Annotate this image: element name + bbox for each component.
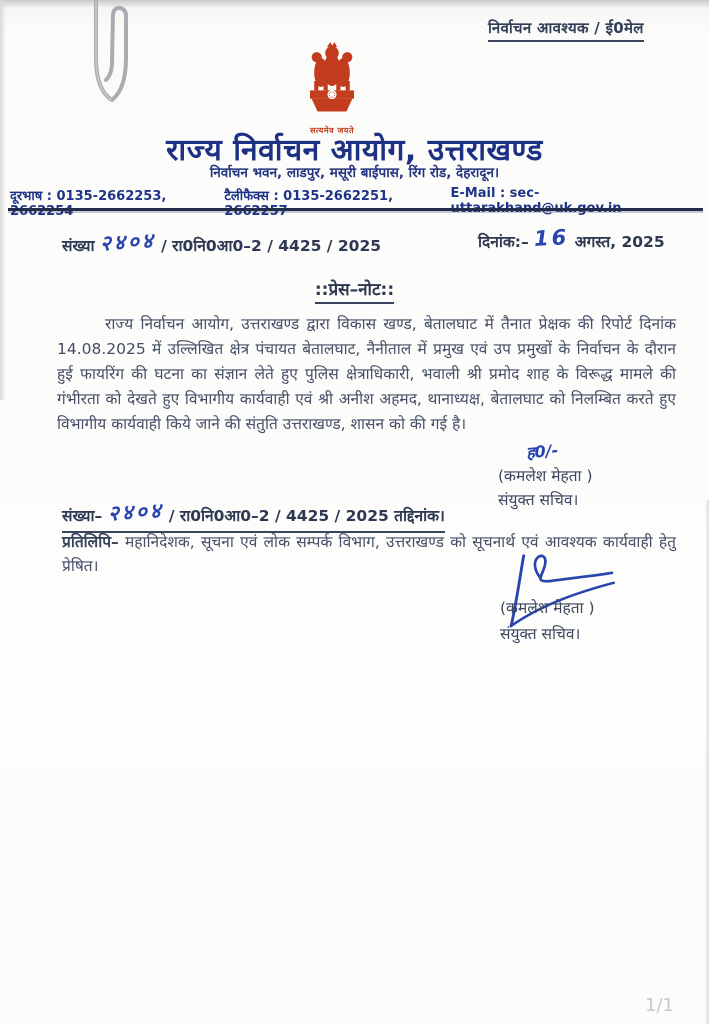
emblem-motto: सत्यमेव जयते (309, 126, 355, 135)
national-emblem (297, 42, 367, 136)
date-day-handwritten: 16 (533, 225, 570, 251)
paperclip-icon (72, 0, 144, 112)
contact-bar (10, 186, 699, 219)
copy-ref-label: संख्या– (62, 507, 103, 525)
delivery-mode-note: निर्वाचन आवश्यक / ई0मेल (488, 18, 644, 42)
signature-block-2 (500, 592, 660, 644)
copy-label: प्रतिलिपि– (62, 533, 119, 551)
signature-block-1 (498, 440, 648, 510)
signatory-designation: संयुक्त सचिव। (500, 625, 581, 643)
header-divider (8, 208, 703, 211)
page-indicator: 1/1 (645, 995, 674, 1016)
scan-edge-shadow (705, 500, 709, 1024)
signed-mark: ह0/- (525, 440, 559, 463)
date-rest: अगस्त, 2025 (574, 233, 665, 251)
phone-number: दूरभाष : 0135-2662253, 2662254 (10, 189, 167, 219)
press-note-body: राज्य निर्वाचन आयोग, उत्तराखण्ड द्वारा विकास खण्ड, बेतालघाट में तैनात प्रेक्षक की रिपोर्ट दिनांक 14.08.2025 में उल्लिखित क्षेत्र पंचायत बेतालघाट, नैनीताल में प्रमुख एवं उप प्रमुखों के निर्वाचन के दौरान हुई फायरिंग की घटना का संज्ञान लेते हुए पुलिस क्षेत्राधिकारी, भवाली श्री प्रमोद शाह के विरूद्ध मामले की गंभीरता को देखते हुए विभागीय कार्यवाही एवं श्री अनीश अहमद, थानाध्यक्ष, बेतालघाट को निलम्बित करते हुए विभागीय कार्यवाही किये जाने की संतुति उत्तराखण्ड, शासन को की गई है। (57, 315, 676, 433)
email-address: E-Mail : sec-uttarakhand@uk.gov.in (450, 186, 622, 216)
press-note-heading: ::प्रेस–नोट:: (0, 277, 709, 300)
copy-reference-line (62, 500, 445, 533)
copy-ref-handwritten: २४०४ (107, 498, 164, 526)
signatory-designation: संयुक्त सचिव। (498, 491, 579, 509)
telefax-number: टैलीफैक्स : 0135-2662251, 2662257 (224, 189, 394, 219)
organization-address: निर्वाचन भवन, लाडपुर, मसूरी बाईपास, रिंग रोड, देहरादून। (209, 165, 500, 181)
date-label: दिनांक:– (478, 233, 529, 251)
ashoka-lion-capital-icon (301, 42, 363, 120)
ref-label: संख्या (62, 237, 95, 255)
organization-title: राज्य निर्वाचन आयोग, उत्तराखण्ड (166, 133, 543, 168)
signatory-name: (कमलेश मेहता ) (500, 599, 595, 617)
ref-number-handwritten: २४०४ (99, 228, 157, 256)
ref-number-rest: / रा0नि0आ0–2 / 4425 / 2025 (161, 237, 382, 255)
copy-text: महानिदेशक, सूचना एवं लोक सम्पर्क विभाग, उत्तराखण्ड को सूचनार्थ एवं आवश्यक कार्यवाही हेतु प्रेषित। (62, 533, 676, 575)
date-line (478, 225, 665, 252)
signatory-name: (कमलेश मेहता ) (498, 467, 593, 485)
copy-ref-rest: / रा0नि0आ0–2 / 4425 / 2025 तद्दिनांक। (168, 507, 445, 525)
